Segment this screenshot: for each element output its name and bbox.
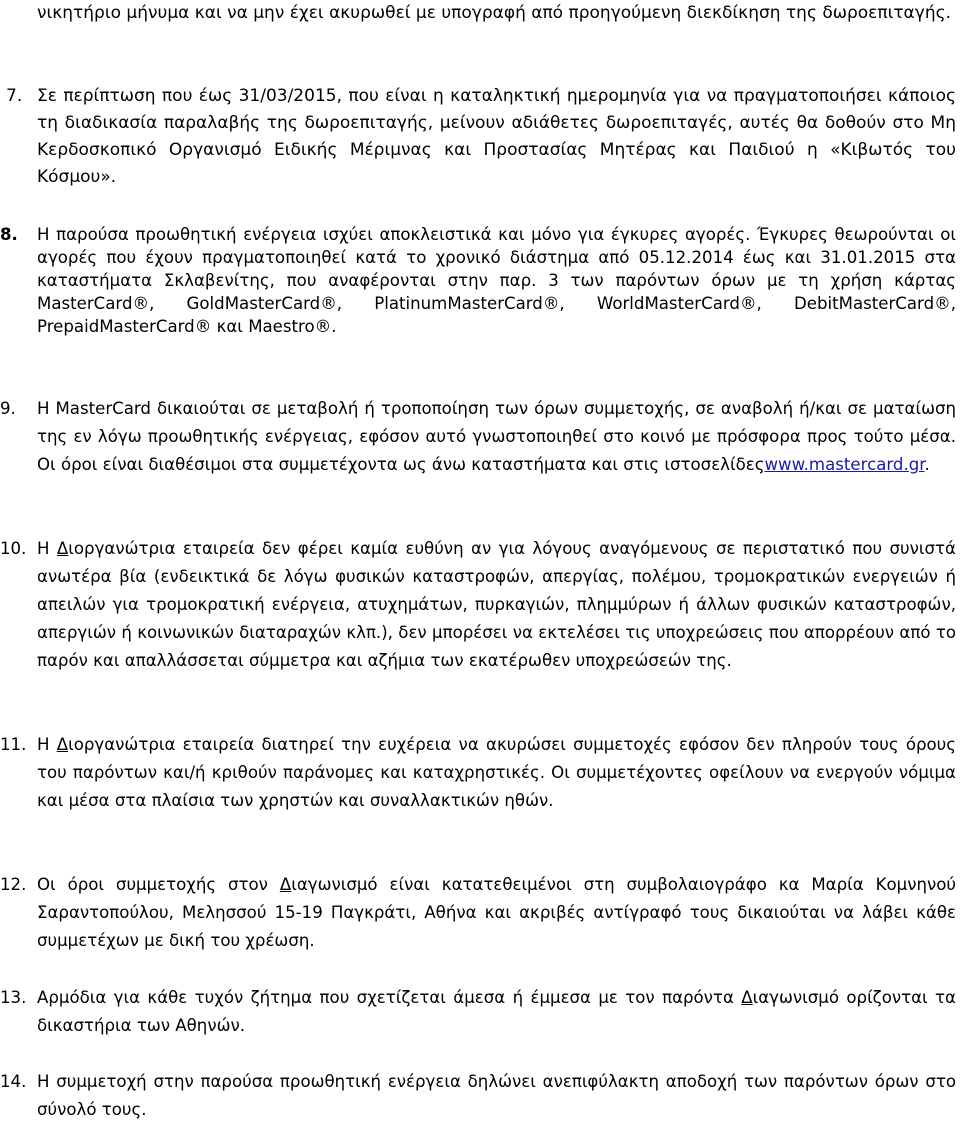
clause-13-text: Αρμόδια για κάθε τυχόν ζήτημα που σχετίζεται άμεσα ή έμμεσα με τον παρόντα — [37, 988, 742, 1007]
lead-paragraph — [37, 0, 956, 27]
clause-9-text: Η MasterCard δικαιούται σε μεταβολή ή τροποποίηση των όρων συμμετοχής, σε αναβολή ή/και σε ματαίωση της εν λόγω προωθητικής ενέργειας, εφόσον αυτό γνωστοποιηθεί στο κοινό με πρόσφορα προς τούτο μέσα. Οι όροι είναι διαθέσιμοι στα συμμετέχοντα ως άνω καταστήματα και στις ιστοσελίδες — [37, 399, 956, 474]
clause-11-underlined-letter: Δ — [56, 735, 69, 754]
clause-13-underlined-letter: Δ — [741, 988, 753, 1007]
clause-13-tail: ιαγωνισμό ορίζονται τα δικαστήρια των Αθηνών. — [37, 988, 956, 1035]
clause-10-underlined-letter: Δ — [56, 539, 69, 558]
lead-text: νικητήριο μήνυμα και να μην έχει ακυρωθεί με υπογραφή από προηγούμενη διεκδίκηση της δωροεπιταγής. — [37, 3, 951, 23]
clause-8-number: 8. — [0, 225, 18, 244]
clause-11-lead: Η — [37, 735, 57, 754]
mastercard-link[interactable]: www.mastercard.gr — [764, 455, 925, 474]
clause-11-number: 11. — [0, 735, 27, 754]
clause-11 — [0, 731, 956, 815]
clause-9-tail: . — [924, 455, 930, 474]
clause-7-text: Σε περίπτωση που έως 31/03/2015, που είναι η καταληκτική ημερομηνία για να πραγματοποιήσει κάποιος τη διαδικασία παραλαβής της δωροεπιταγής, μείνουν αδιάθετες δωροεπιταγές, αυτές θα δοθούν στο Μη Κερδοσκοπικό Οργανισμό Ειδικής Μέριμνας και Προστασίας Μητέρας και Παιδιού η «Κιβωτός του Κόσμου». — [37, 86, 956, 187]
clause-11-text: ιοργανώτρια εταιρεία διατηρεί την ευχέρεια να ακυρώσει συμμετοχές εφόσον δεν πληρούν τους όρους του παρόντων και/ή κριθούν παράνομες και καταχρηστικές. Οι συμμετέχοντες οφείλουν να ενεργούν νόμιμα και μέσα στα πλαίσια των χρηστών και συναλλακτικών ηθών. — [37, 735, 956, 810]
clause-12-number: 12. — [0, 875, 27, 894]
clause-14-number: 14. — [0, 1072, 27, 1091]
clause-12-text: ιαγωνισμό είναι κατατεθειμένοι στη συμβολαιογράφο κα Μαρία Κομνηνού Σαραντοπούλου, Μελησσού 15-19 Παγκράτι, Αθήνα και ακριβές αντίγραφό τους δικαιούται να λάβει κάθε συμμετέχων με δική του χρέωση. — [37, 875, 957, 950]
clause-8-text: Η παρούσα προωθητική ενέργεια ισχύει αποκλειστικά και μόνο για έγκυρες αγορές. Έγκυρες θεωρούνται οι αγορές που έχουν πραγματοποιηθεί κατά το χρονικό διάστημα από 05.12.2014 έως και 31.01.2015 στα καταστήματα Σκλαβενίτης, που αναφέρονται στην παρ. 3 των παρόντων όρων με τη χρήση κάρτας MasterCard®, GoldMasterCard®, PlatinumMasterCard®, WorldMasterCard®, DebitMasterCard®, PrepaidMasterCard® και Maestro®. — [37, 225, 956, 336]
clause-7: 7. Σε περίπτωση που έως 31/03/2015, που είναι η καταληκτική ημερομηνία για να πραγματοποιήσει κάποιος τη διαδικασία παραλαβής της δωροεπιταγής, μείνουν αδιάθετες δωροεπιταγές, αυτές θα δοθούν στο Μη Κερδοσκοπικό Οργανισμό Ειδικής Μέριμνας και Προστασίας Μητέρας και Παιδιού η «Κιβωτός του Κόσμου». — [6, 86, 956, 187]
clause-12 — [0, 871, 957, 955]
clause-13 — [0, 984, 956, 1040]
clause-10-number: 10. — [0, 539, 27, 558]
clause-14 — [0, 1068, 956, 1124]
clause-8 — [0, 223, 956, 338]
clause-13-number: 13. — [0, 988, 27, 1007]
clause-14-text: Η συμμετοχή στην παρούσα προωθητική ενέργεια δηλώνει ανεπιφύλακτη αποδοχή των παρόντων όρων στο σύνολό τους. — [37, 1072, 956, 1119]
clause-10-text: ιοργανώτρια εταιρεία δεν φέρει καμία ευθύνη αν για λόγους αναγόμενους σε περιστατικό που συνιστά ανωτέρα βία (ενδεικτικά δε λόγω φυσικών καταστροφών, απεργίας, πολέμου, τρομοκρατικών ενεργειών ή απειλών για τρομοκρατική ενέργεια, ατυχημάτων, πυρκαγιών, πλημμύρων ή άλλων φυσικών καταστροφών, απεργιών ή κοινωνικών διαταραχών κλπ.), δεν μπορέσει να εκτελέσει τις υποχρεώσεις που απορρέουν από το παρόν και απαλλάσσεται σύμμετρα και αζήμια των εκατέρωθεν υποχρεώσεών της. — [37, 539, 956, 670]
clause-12-underlined-letter: Δ — [279, 875, 292, 894]
clause-9 — [0, 395, 956, 479]
clause-10 — [0, 535, 956, 675]
clause-12-lead: Οι όροι συμμετοχής στον — [37, 875, 280, 894]
clause-10-lead: Η — [37, 539, 57, 558]
clause-9-number: 9. — [0, 399, 16, 418]
